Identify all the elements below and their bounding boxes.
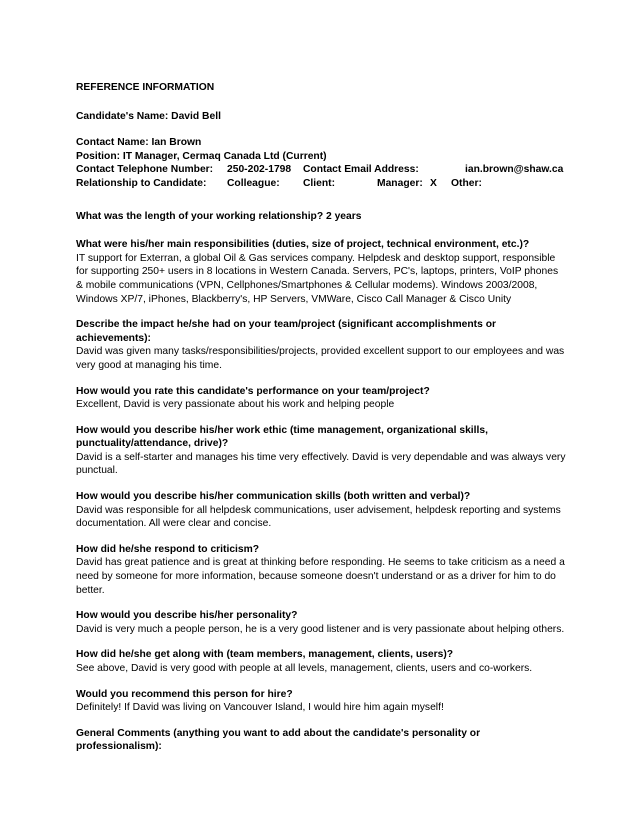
relationship-row [76,177,566,191]
question: How did he/she get along with (team members, management, clients, users)? [76,649,454,661]
document-body [76,81,566,766]
email-label: Contact Email Address: [303,164,419,176]
document-title: REFERENCE INFORMATION [76,82,215,93]
email-value: ian.brown@shaw.ca [465,164,564,176]
relationship-mark: X [430,177,437,189]
qa-personality [76,609,566,636]
answer: IT support for Exterran, a global Oil & Gas services company. Helpdesk and desktop support, responsible for supporting 250+ users in 8 locations in Western Canada. Servers, PC's, laptops, printers, VoIP phones & mobile communications (VPN, Cellphones/Smartphones & Cellular modems). Windows 2003/2008, Windows XP/7, iPhones, Blackberry's, HP Servers, VMWare, Cisco Call Manager & Cisco Unity [76,252,559,305]
answer: David is very much a people person, he is a very good listener and is very passionate about helping others. [76,623,565,635]
contact-phone-email-row [76,163,566,177]
candidate-name: Candidate's Name: David Bell [76,110,221,122]
qa-performance [76,385,566,412]
qa-responsibilities [76,238,566,306]
contact-block [76,136,566,190]
qa-criticism [76,543,566,597]
question: How would you describe his/her personality? [76,610,298,622]
contact-name: Contact Name: Ian Brown [76,137,202,149]
phone-label: Contact Telephone Number: [76,164,214,176]
question: What were his/her main responsibilities (duties, size of project, technical environment, etc.)? [76,239,530,251]
qa-impact [76,318,566,372]
question: Would you recommend this person for hire? [76,688,293,700]
relationship-client: Client: [303,177,336,189]
answer: See above, David is very good with people at all levels, management, clients, users and co-workers. [76,663,533,674]
question: Describe the impact he/she had on your team/project (significant accomplishments or achievements): [76,319,496,344]
answer: David is a self-starter and manages his time very effectively. David is very dependable and was always very punctual. [76,451,566,477]
qa-communication [76,490,566,531]
question: How would you describe his/her communication skills (both written and verbal)? [76,491,471,503]
question: How would you describe his/her work ethic (time management, organizational skills, punctuality/attendance, drive)? [76,424,488,450]
relationship-length: What was the length of your working relationship? 2 years [76,210,362,222]
phone-value: 250-202-1798 [227,164,292,176]
answer: David has great patience and is great at thinking before responding. He seems to take criticism as a need a need by someone for more information, because someone doesn't understand or as a driver for him to do better. [76,557,565,596]
relationship-manager: Manager: [377,177,423,189]
answer: David was responsible for all helpdesk communications, user advisement, helpdesk reporting and systems documentation. All were clear and concise. [76,504,561,530]
relationship-label: Relationship to Candidate: [76,177,207,189]
contact-position: Position: IT Manager, Cermaq Canada Ltd (Current) [76,150,327,162]
qa-recommend [76,688,566,715]
qa-get-along [76,648,566,675]
qa-work-ethic [76,424,566,478]
answer: Definitely! If David was living on Vancouver Island, I would hire him again myself! [76,702,444,714]
question: How did he/she respond to criticism? [76,543,260,555]
answer: Excellent, David is very passionate about his work and helping people [76,399,395,411]
relationship-other: Other: [451,177,482,189]
relationship-colleague: Colleague: [227,177,280,189]
answer: David was given many tasks/responsibilities/projects, provided excellent support to our employees and was very good at managing his time. [76,346,565,371]
question: How would you rate this candidate's performance on your team/project? [76,385,430,397]
qa-general-comments [76,727,566,754]
question: General Comments (anything you want to add about the candidate's personality or professionalism): [76,727,481,753]
